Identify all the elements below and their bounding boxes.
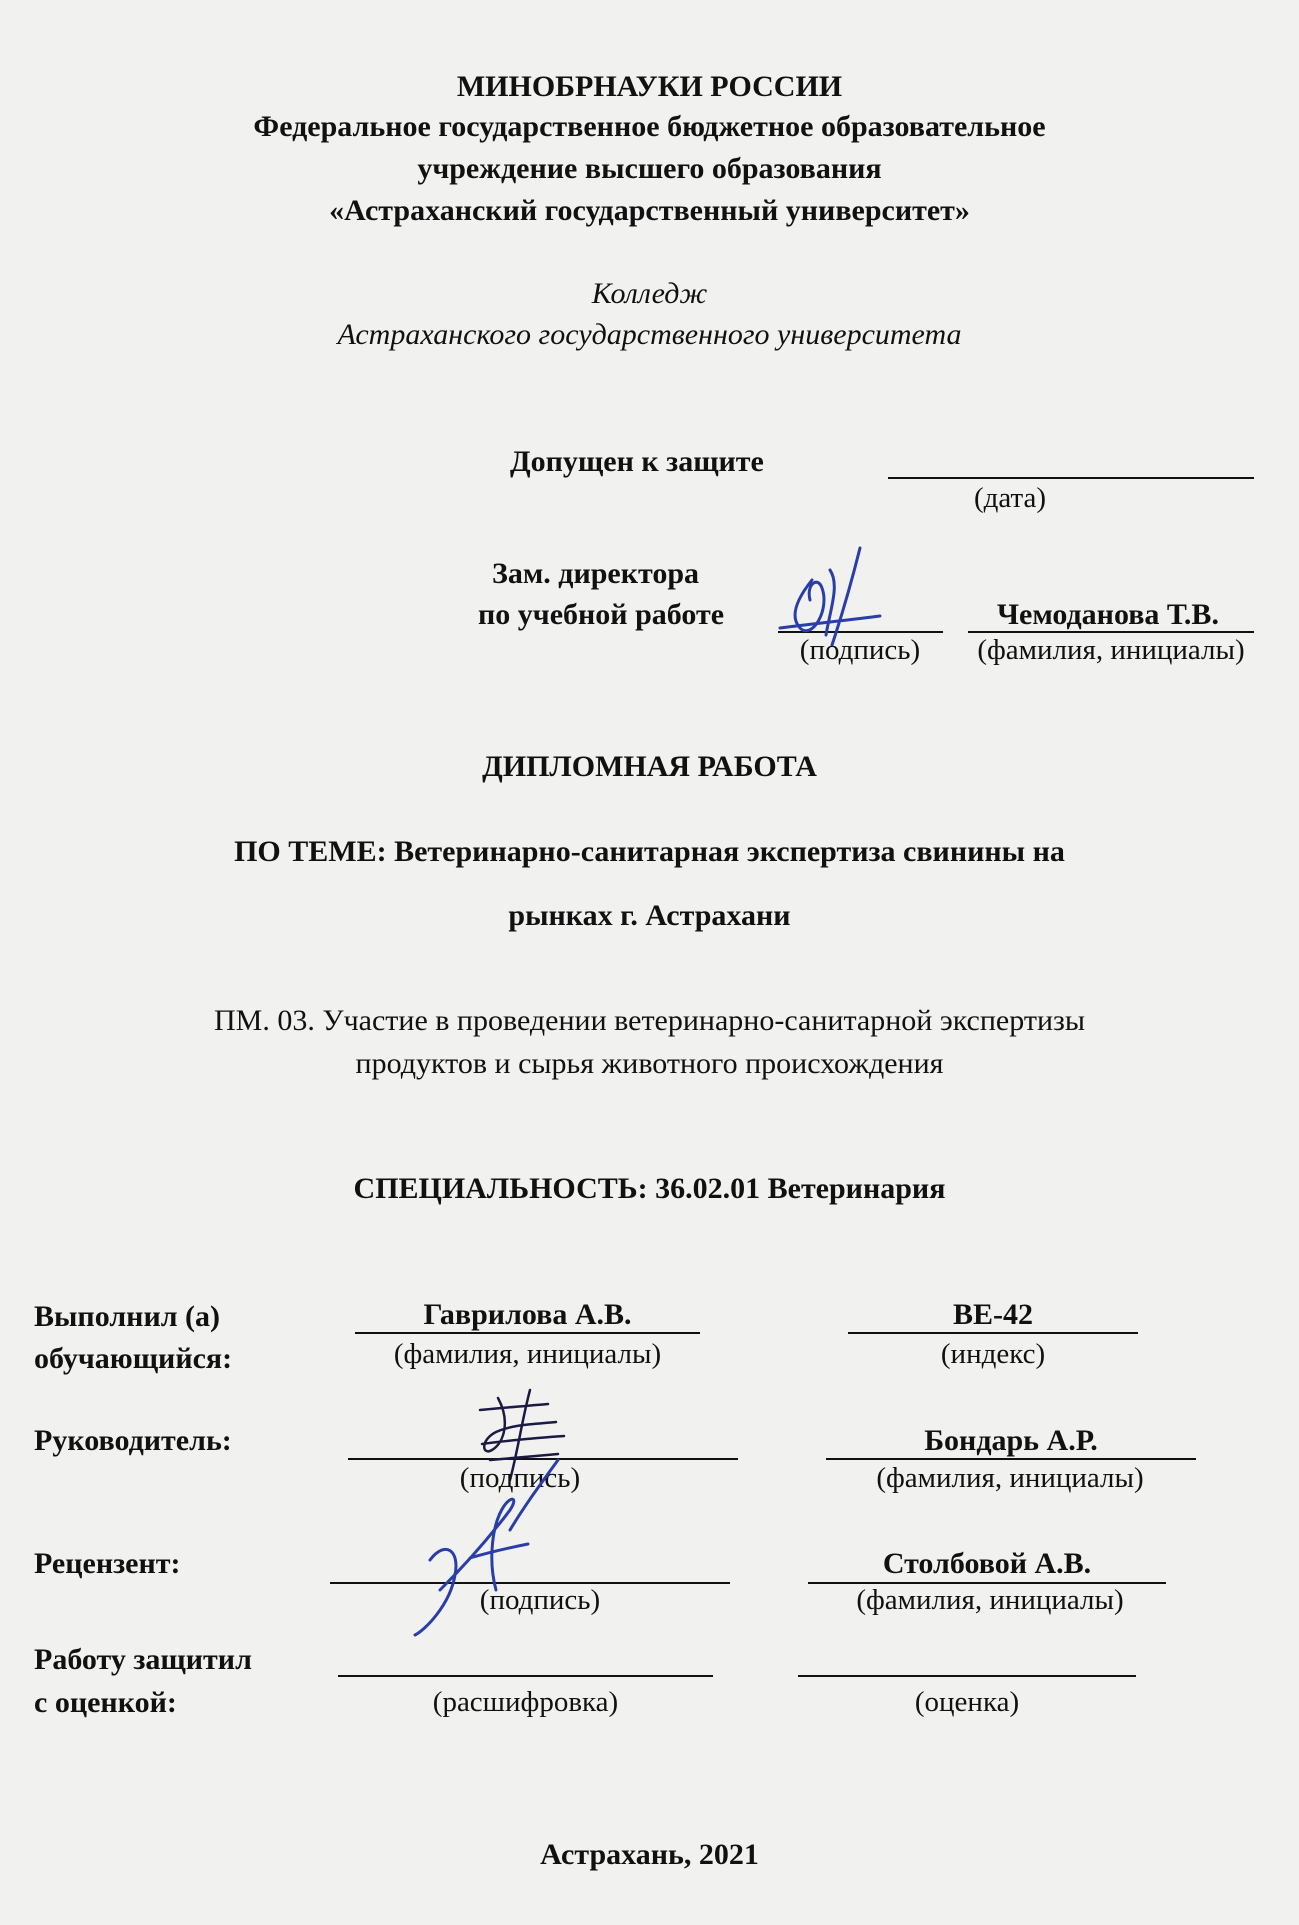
reviewer-name-caption: (фамилия, инициалы) — [856, 1584, 1124, 1616]
reviewer-name: Столбовой А.В. — [882, 1547, 1092, 1580]
performer-name-caption: (фамилия, инициалы) — [393, 1338, 662, 1370]
reviewer-signature-caption: (подпись) — [479, 1584, 601, 1616]
defense-grade-line — [798, 1675, 1136, 1677]
topic-line-1: ПО ТЕМЕ: Ветеринарно-санитарная экспертиза свинины на — [234, 835, 1065, 868]
institution-line-1: Федеральное государственное бюджетное образовательное — [253, 110, 1046, 143]
ministry-title: МИНОБРНАУКИ РОССИИ — [456, 70, 843, 103]
defense-grade-caption: (оценка) — [914, 1686, 1020, 1718]
performer-group: ВЕ-42 — [952, 1298, 1033, 1331]
performer-label-line-1: Выполнил (а) — [34, 1300, 221, 1333]
topic-line-2: рынках г. Астрахани — [508, 899, 791, 932]
college-line-1: Колледж — [591, 277, 708, 310]
module-line-1: ПМ. 03. Участие в проведении ветеринарно-санитарной экспертизы — [213, 1004, 1086, 1037]
admission-label: Допущен к защите — [510, 445, 764, 478]
deputy-title-line-2: по учебной работе — [478, 598, 725, 631]
performer-name: Гаврилова А.В. — [423, 1298, 632, 1331]
performer-name-line — [355, 1332, 700, 1334]
deputy-signature-caption: (подпись) — [799, 634, 921, 666]
city-year: Астрахань, 2021 — [540, 1838, 759, 1871]
reviewer-label: Рецензент: — [34, 1547, 181, 1580]
supervisor-name: Бондарь А.Р. — [924, 1424, 1098, 1457]
supervisor-signature-caption: (подпись) — [459, 1462, 581, 1494]
defense-decoding-caption: (расшифровка) — [432, 1686, 619, 1718]
supervisor-name-caption: (фамилия, инициалы) — [876, 1462, 1144, 1494]
college-line-2: Астраханского государственного университета — [337, 318, 962, 351]
deputy-name: Чемоданова Т.В. — [997, 598, 1219, 631]
performer-group-line — [848, 1332, 1138, 1334]
specialty-title: СПЕЦИАЛЬНОСТЬ: 36.02.01 Ветеринария — [353, 1172, 946, 1205]
defense-label-line-2: с оценкой: — [34, 1686, 177, 1719]
institution-line-2: учреждение высшего образования — [417, 152, 882, 185]
deputy-name-line — [968, 631, 1254, 633]
performer-group-caption: (индекс) — [940, 1338, 1046, 1370]
deputy-title-line-1: Зам. директора — [492, 557, 700, 590]
defense-decoding-line — [338, 1675, 713, 1677]
defense-label-line-1: Работу защитил — [34, 1643, 252, 1676]
admission-date-caption: (дата) — [973, 482, 1047, 514]
performer-label-line-2: обучающийся: — [34, 1342, 233, 1375]
admission-date-line — [888, 477, 1254, 479]
university-name: «Астраханский государственный университет» — [329, 194, 970, 227]
deputy-name-caption: (фамилия, инициалы) — [977, 634, 1245, 666]
supervisor-label: Руководитель: — [34, 1424, 232, 1457]
supervisor-name-line — [826, 1458, 1196, 1460]
module-line-2: продуктов и сырья животного происхождения — [355, 1047, 944, 1080]
work-type-title: ДИПЛОМНАЯ РАБОТА — [482, 750, 817, 783]
